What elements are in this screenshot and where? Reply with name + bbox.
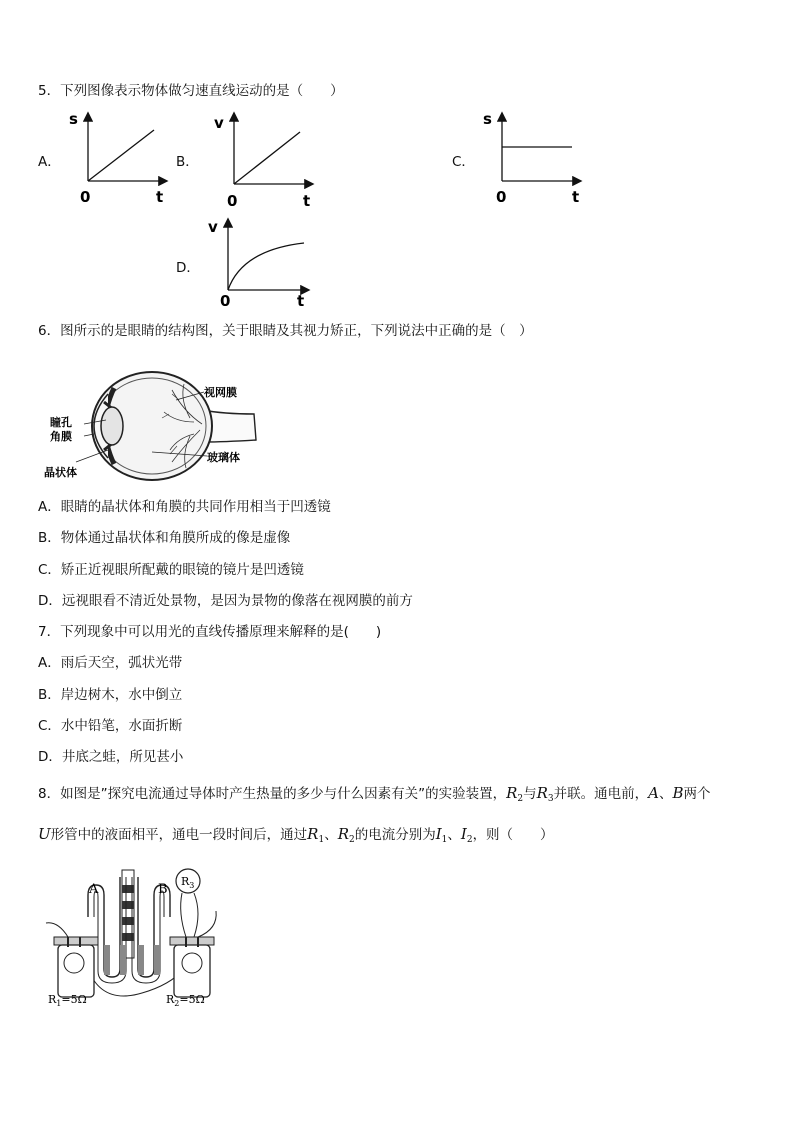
q6-option-b: B．物体通过晶状体和角膜所成的像是虚像 — [38, 530, 291, 546]
q6-option-a: A．眼睛的晶状体和角膜的共同作用相当于凹透镜 — [38, 499, 331, 515]
q7-stem: 7．下列现象中可以用光的直线传播原理来解释的是( ) — [38, 624, 382, 640]
q5-graph-c — [482, 108, 582, 208]
q6-option-c: C．矫正近视眼所配戴的眼镜的镜片是凹透镜 — [38, 562, 304, 578]
q8-line2-sep2: 、 — [447, 827, 461, 843]
u-symbol: U — [38, 825, 51, 843]
q8-line1-sep: 、 — [658, 786, 673, 802]
q8-line2-part-c: ，则（ ） — [472, 827, 554, 843]
q6-option-d: D．远视眼看不清近处景物，是因为景物的像落在视网膜的前方 — [38, 593, 413, 609]
q5-graph-b — [214, 108, 314, 208]
r3-symbol: $R_3$ — [536, 784, 554, 804]
q5-graph-d — [208, 214, 308, 314]
graph-line — [88, 130, 154, 181]
q7-option-b: B．岸边树木，水中倒立 — [38, 687, 183, 703]
q8-line1-mid: 与 — [523, 786, 537, 802]
origin-label: 0 — [227, 192, 238, 210]
label-pupil: 瞳孔 — [50, 416, 72, 429]
x-axis-label: t — [297, 292, 305, 310]
x-axis-label: t — [156, 188, 164, 206]
q8-line2-part-a: 形管中的液面相平，通电一段时间后，通过 — [50, 827, 308, 843]
y-axis-label: v — [208, 218, 218, 236]
y-axis-label: s — [483, 110, 492, 128]
label-cornea: 角膜 — [50, 430, 72, 443]
origin-label: 0 — [80, 188, 91, 206]
graph-curve — [228, 243, 304, 290]
q8-line1-part-b: 并联。通电前， — [553, 786, 649, 802]
q8-stem-line1 — [38, 784, 711, 808]
q8-line2-sep: 、 — [324, 827, 338, 843]
q5-graph-a — [68, 108, 168, 208]
i2-symbol: $I_2$ — [460, 825, 473, 845]
eye-diagram — [44, 350, 274, 485]
a-symbol: A — [648, 784, 659, 802]
graph-line — [234, 132, 300, 184]
q6-stem: 6．图所示的是眼睛的结构图，关于眼睛及其视力矫正，下列说法中正确的是（ ） — [38, 323, 533, 339]
y-axis-label: v — [214, 114, 224, 132]
q5-stem: 5．下列图像表示物体做匀速直线运动的是（ ） — [38, 83, 344, 99]
label-r3: $R_3$ — [181, 875, 195, 890]
label-lens: 晶状体 — [44, 466, 77, 479]
r2-symbol-2: $R_2$ — [337, 825, 355, 845]
q8-stem-line2 — [38, 825, 554, 849]
i1-symbol: $I_1$ — [435, 825, 448, 845]
q8-line1-part-a: 8．如图是”探究电流通过导体时产生热量的多少与什么因素有关”的实验装置， — [38, 786, 507, 802]
label-r2: $R_2=5\Omega$ — [166, 993, 205, 1008]
label-vitreous: 玻璃体 — [207, 451, 240, 464]
q8-line1-part-c: 两个 — [683, 786, 711, 802]
x-axis-label: t — [303, 192, 311, 210]
q7-option-c: C．水中铅笔，水面折断 — [38, 718, 183, 734]
b-symbol: B — [672, 784, 684, 802]
q7-option-a: A．雨后天空，弧状光带 — [38, 655, 183, 671]
r2-symbol: $R_2$ — [506, 784, 524, 804]
circuit-apparatus — [42, 865, 242, 1010]
origin-label: 0 — [496, 188, 507, 206]
label-a: A — [89, 882, 99, 897]
label-r1: $R_1=5\Omega$ — [48, 993, 87, 1008]
x-axis-label: t — [572, 188, 580, 206]
y-axis-label: s — [69, 110, 78, 128]
q8-line2-part-b: 的电流分别为 — [354, 827, 436, 843]
r1-symbol: $R_1$ — [307, 825, 325, 845]
origin-label: 0 — [220, 292, 231, 310]
label-b: B — [158, 882, 168, 897]
q5-option-a-label: A． — [38, 154, 61, 170]
label-retina: 视网膜 — [204, 386, 237, 399]
q5-option-d-label: D． — [176, 260, 200, 276]
q5-option-c-label: C． — [452, 154, 475, 170]
q5-option-b-label: B． — [176, 154, 199, 170]
q7-option-d: D．井底之蛙，所见甚小 — [38, 749, 184, 765]
